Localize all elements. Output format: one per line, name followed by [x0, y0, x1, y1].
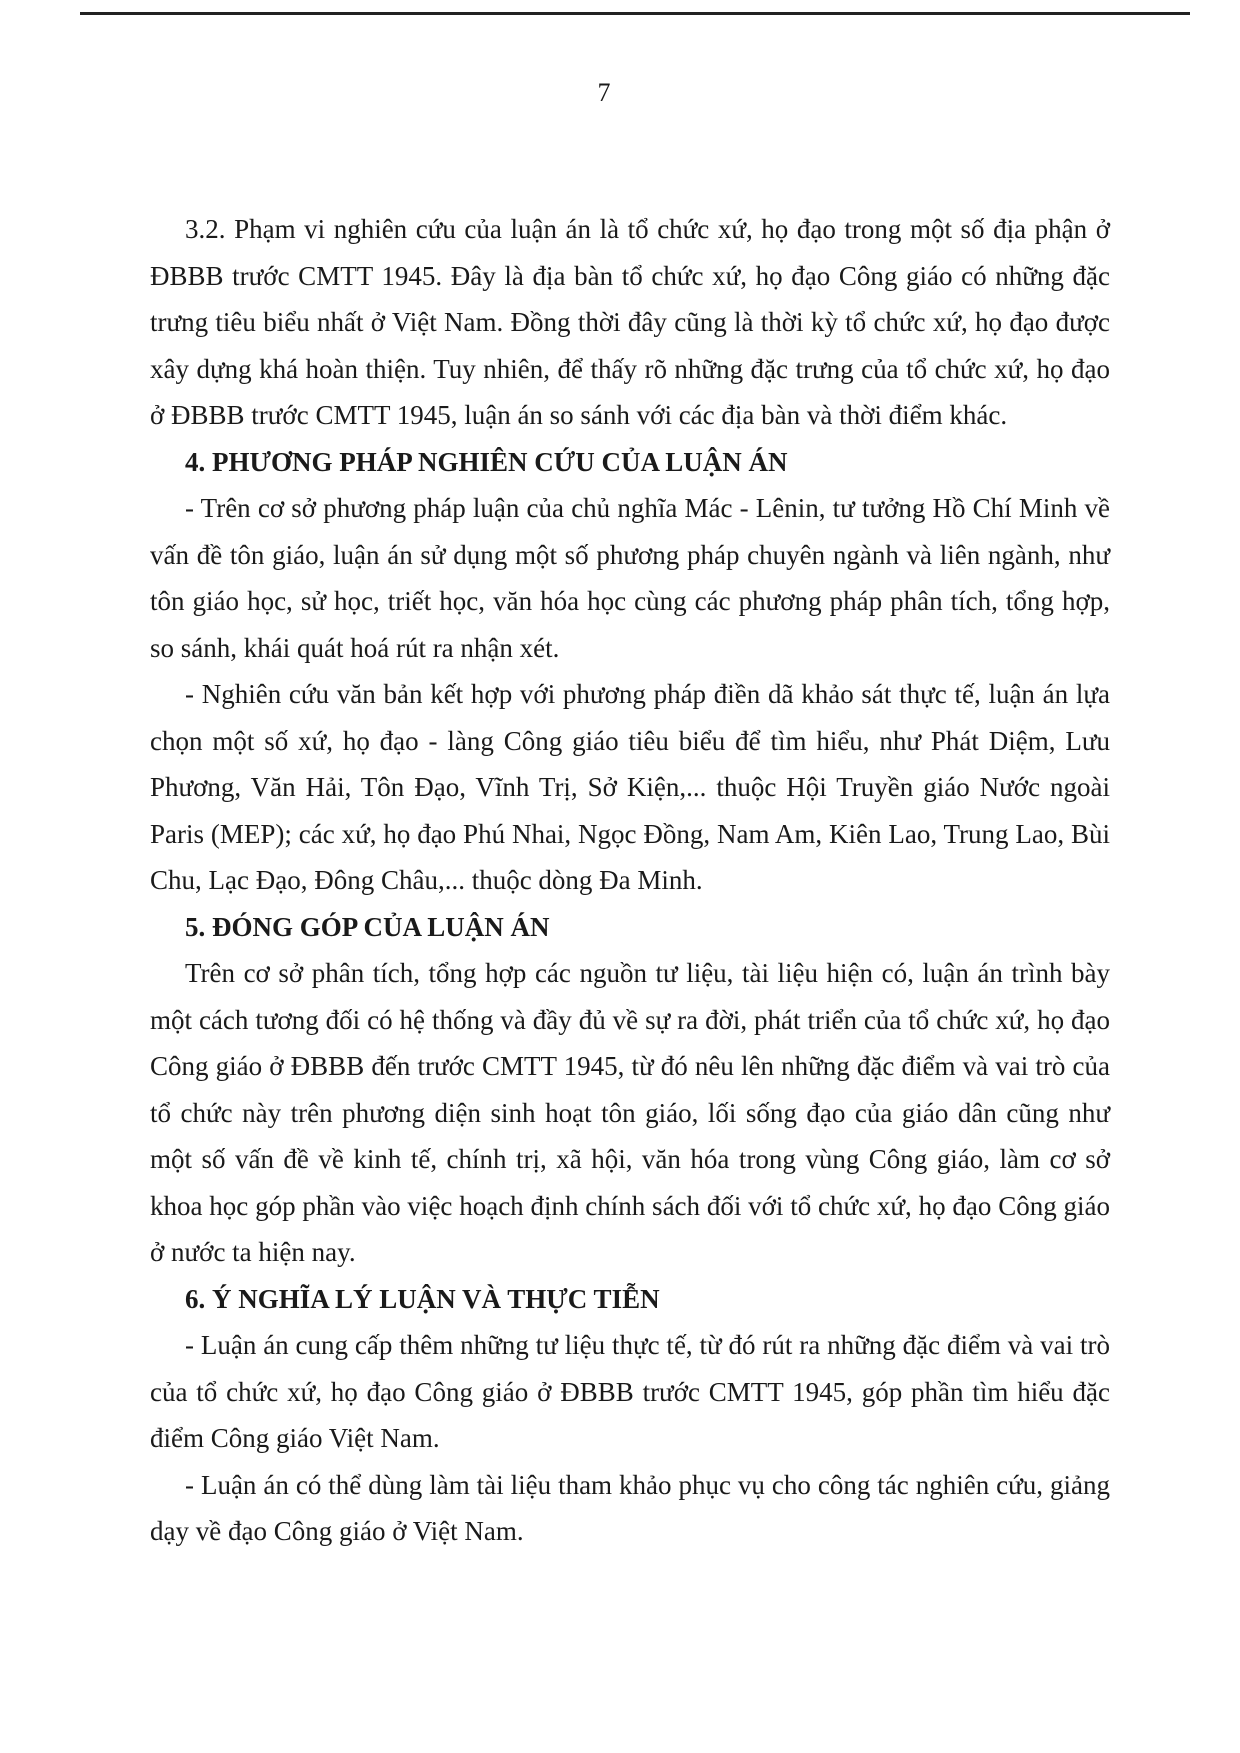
paragraph-significance-2: - Luận án có thể dùng làm tài liệu tham khảo phục vụ cho công tác nghiên cứu, giảng dạy về đạo Công giáo ở Việt Nam. [150, 1469, 1110, 1546]
heading-significance: 6. Ý NGHĨA LÝ LUẬN VÀ THỰC TIỄN [185, 1283, 660, 1314]
top-rule [80, 12, 1190, 15]
paragraph-methods-2: - Nghiên cứu văn bản kết hợp với phương pháp điền dã khảo sát thực tế, luận án lựa chọn một số xứ, họ đạo - làng Công giáo tiêu biểu để tìm hiểu, như Phát Diệm, Lưu Phương, Văn Hải, Tôn Đạo, Vĩnh Trị, Sở Kiện,... thuộc Hội Truyền giáo Nước ngoài Paris (MEP); các xứ, họ đạo Phú Nhai, Ngọc Đồng, Nam Am, Kiên Lao, Trung Lao, Bùi Chu, Lạc Đạo, Đông Châu,... thuộc dòng Đa Minh. [150, 679, 1110, 895]
heading-research-methods: 4. PHƯƠNG PHÁP NGHIÊN CỨU CỦA LUẬN ÁN [185, 446, 788, 477]
document-body [150, 206, 1110, 1555]
paragraph-methods-1: - Trên cơ sở phương pháp luận của chủ nghĩa Mác - Lênin, tư tưởng Hồ Chí Minh về vấn đề tôn giáo, luận án sử dụng một số phương pháp chuyên ngành và liên ngành, như tôn giáo học, sử học, triết học, văn hóa học cùng các phương pháp phân tích, tổng hợp, so sánh, khái quát hoá rút ra nhận xét. [150, 493, 1110, 663]
heading-contributions: 5. ĐÓNG GÓP CỦA LUẬN ÁN [185, 911, 550, 942]
paragraph-contributions: Trên cơ sở phân tích, tổng hợp các nguồn tư liệu, tài liệu hiện có, luận án trình bày một cách tương đối có hệ thống và đầy đủ về sự ra đời, phát triển của tổ chức xứ, họ đạo Công giáo ở ĐBBB đến trước CMTT 1945, từ đó nêu lên những đặc điểm và vai trò của tổ chức này trên phương diện sinh hoạt tôn giáo, lối sống đạo của giáo dân cũng như một số vấn đề về kinh tế, chính trị, xã hội, văn hóa trong vùng Công giáo, làm cơ sở khoa học góp phần vào việc hoạch định chính sách đối với tổ chức xứ, họ đạo Công giáo ở nước ta hiện nay. [150, 958, 1110, 1267]
paragraph-scope: 3.2. Phạm vi nghiên cứu của luận án là tổ chức xứ, họ đạo trong một số địa phận ở ĐBBB trước CMTT 1945. Đây là địa bàn tổ chức xứ, họ đạo Công giáo có những đặc trưng tiêu biểu nhất ở Việt Nam. Đồng thời đây cũng là thời kỳ tổ chức xứ, họ đạo được xây dựng khá hoàn thiện. Tuy nhiên, để thấy rõ những đặc trưng của tổ chức xứ, họ đạo ở ĐBBB trước CMTT 1945, luận án so sánh với các địa bàn và thời điểm khác. [150, 214, 1110, 430]
page-number: 7 [597, 78, 611, 107]
paragraph-significance-1: - Luận án cung cấp thêm những tư liệu thực tế, từ đó rút ra những đặc điểm và vai trò của tổ chức xứ, họ đạo Công giáo ở ĐBBB trước CMTT 1945, góp phần tìm hiểu đặc điểm Công giáo Việt Nam. [150, 1330, 1110, 1453]
